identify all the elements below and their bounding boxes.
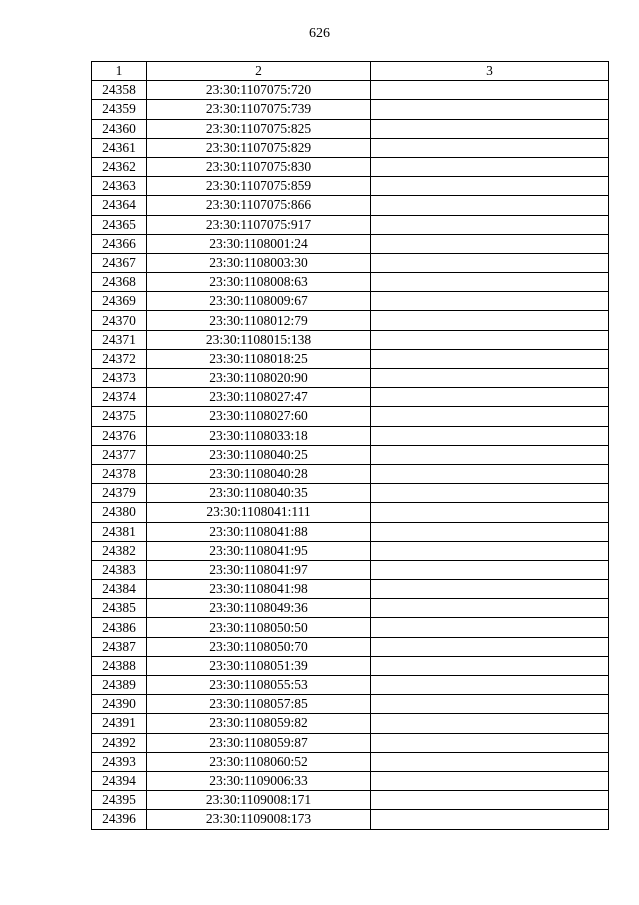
table-row [92,810,609,829]
cell-number: 24358 [92,81,147,100]
cell-number: 24393 [92,752,147,771]
cell-note [371,388,609,407]
cell-number: 24361 [92,138,147,157]
cell-cadastral-number: 23:30:1107075:739 [147,100,371,119]
cell-number: 24378 [92,464,147,483]
cell-cadastral-number: 23:30:1109006:33 [147,771,371,790]
cell-number: 24359 [92,100,147,119]
cell-note [371,292,609,311]
registry-table [91,61,609,830]
cell-note [371,676,609,695]
cell-note [371,81,609,100]
cell-note [371,215,609,234]
cell-note [371,311,609,330]
cell-cadastral-number: 23:30:1108020:90 [147,369,371,388]
cell-cadastral-number: 23:30:1108060:52 [147,752,371,771]
cell-number: 24369 [92,292,147,311]
cell-number: 24375 [92,407,147,426]
column-header-1: 1 [92,62,147,81]
cell-cadastral-number: 23:30:1108040:28 [147,464,371,483]
cell-cadastral-number: 23:30:1108050:50 [147,618,371,637]
column-header-3: 3 [371,62,609,81]
cell-cadastral-number: 23:30:1108001:24 [147,234,371,253]
table-row [92,273,609,292]
cell-note [371,177,609,196]
table-row [92,618,609,637]
table-row [92,752,609,771]
cell-number: 24380 [92,503,147,522]
cell-number: 24388 [92,656,147,675]
table-row [92,676,609,695]
cell-cadastral-number: 23:30:1107075:825 [147,119,371,138]
cell-number: 24395 [92,791,147,810]
cell-number: 24374 [92,388,147,407]
cell-note [371,464,609,483]
cell-number: 24360 [92,119,147,138]
table-row [92,349,609,368]
cell-cadastral-number: 23:30:1108049:36 [147,599,371,618]
cell-number: 24389 [92,676,147,695]
cell-cadastral-number: 23:30:1108003:30 [147,253,371,272]
cell-note [371,407,609,426]
table-row [92,234,609,253]
cell-note [371,426,609,445]
cell-number: 24368 [92,273,147,292]
table-row [92,580,609,599]
cell-note [371,273,609,292]
table-body [92,81,609,829]
table-row [92,407,609,426]
cell-number: 24396 [92,810,147,829]
cell-cadastral-number: 23:30:1108055:53 [147,676,371,695]
cell-note [371,196,609,215]
cell-cadastral-number: 23:30:1109008:171 [147,791,371,810]
cell-number: 24384 [92,580,147,599]
cell-number: 24371 [92,330,147,349]
table-row [92,771,609,790]
cell-cadastral-number: 23:30:1107075:866 [147,196,371,215]
cell-note [371,599,609,618]
cell-cadastral-number: 23:30:1108059:82 [147,714,371,733]
cell-number: 24379 [92,484,147,503]
table-row [92,714,609,733]
cell-number: 24387 [92,637,147,656]
cell-cadastral-number: 23:30:1108009:67 [147,292,371,311]
table-row [92,100,609,119]
cell-cadastral-number: 23:30:1108012:79 [147,311,371,330]
cell-number: 24376 [92,426,147,445]
cell-cadastral-number: 23:30:1108008:63 [147,273,371,292]
cell-number: 24377 [92,445,147,464]
cell-cadastral-number: 23:30:1108041:88 [147,522,371,541]
table-row [92,215,609,234]
cell-note [371,100,609,119]
cell-note [371,157,609,176]
cell-cadastral-number: 23:30:1107075:830 [147,157,371,176]
table-row [92,637,609,656]
cell-cadastral-number: 23:30:1108033:18 [147,426,371,445]
table-row [92,445,609,464]
cell-cadastral-number: 23:30:1109008:173 [147,810,371,829]
cell-cadastral-number: 23:30:1108057:85 [147,695,371,714]
cell-note [371,752,609,771]
cell-number: 24370 [92,311,147,330]
table-row [92,388,609,407]
cell-cadastral-number: 23:30:1107075:917 [147,215,371,234]
cell-number: 24373 [92,369,147,388]
cell-cadastral-number: 23:30:1108040:25 [147,445,371,464]
cell-number: 24367 [92,253,147,272]
cell-number: 24392 [92,733,147,752]
table-row [92,426,609,445]
column-header-2: 2 [147,62,371,81]
cell-cadastral-number: 23:30:1108041:98 [147,580,371,599]
cell-note [371,369,609,388]
cell-note [371,445,609,464]
table-row [92,119,609,138]
cell-note [371,349,609,368]
cell-cadastral-number: 23:30:1108040:35 [147,484,371,503]
table-row [92,656,609,675]
table-row [92,369,609,388]
cell-note [371,580,609,599]
cell-number: 24382 [92,541,147,560]
table-row [92,560,609,579]
cell-number: 24381 [92,522,147,541]
table-row [92,292,609,311]
cell-number: 24366 [92,234,147,253]
cell-cadastral-number: 23:30:1108050:70 [147,637,371,656]
cell-number: 24394 [92,771,147,790]
cell-number: 24383 [92,560,147,579]
cell-note [371,714,609,733]
cell-cadastral-number: 23:30:1108051:39 [147,656,371,675]
cell-note [371,771,609,790]
table-row [92,157,609,176]
cell-cadastral-number: 23:30:1107075:829 [147,138,371,157]
cell-number: 24363 [92,177,147,196]
cell-cadastral-number: 23:30:1108059:87 [147,733,371,752]
table-row [92,695,609,714]
cell-note [371,637,609,656]
cell-note [371,330,609,349]
cell-number: 24364 [92,196,147,215]
cell-cadastral-number: 23:30:1108015:138 [147,330,371,349]
cell-note [371,484,609,503]
cell-note [371,733,609,752]
cell-number: 24365 [92,215,147,234]
cell-number: 24385 [92,599,147,618]
table-row [92,464,609,483]
cell-number: 24372 [92,349,147,368]
cell-cadastral-number: 23:30:1108041:97 [147,560,371,579]
cell-number: 24386 [92,618,147,637]
cell-cadastral-number: 23:30:1108041:95 [147,541,371,560]
cell-cadastral-number: 23:30:1107075:720 [147,81,371,100]
cell-note [371,656,609,675]
cell-note [371,618,609,637]
cell-note [371,810,609,829]
table-row [92,484,609,503]
table-row [92,733,609,752]
cell-cadastral-number: 23:30:1107075:859 [147,177,371,196]
table-header [92,62,609,81]
table-row [92,177,609,196]
cell-number: 24390 [92,695,147,714]
table-row [92,253,609,272]
cell-note [371,119,609,138]
cell-note [371,253,609,272]
table-row [92,311,609,330]
table-row [92,522,609,541]
table-row [92,599,609,618]
cell-note [371,138,609,157]
cell-note [371,560,609,579]
header-row [92,62,609,81]
cell-note [371,541,609,560]
table-row [92,330,609,349]
cell-number: 24362 [92,157,147,176]
cell-cadastral-number: 23:30:1108041:111 [147,503,371,522]
cell-cadastral-number: 23:30:1108027:60 [147,407,371,426]
table-row [92,541,609,560]
table-row [92,81,609,100]
cell-note [371,503,609,522]
table-row [92,138,609,157]
table-row [92,791,609,810]
cell-cadastral-number: 23:30:1108018:25 [147,349,371,368]
cell-note [371,695,609,714]
page-number: 626 [309,26,330,41]
cell-note [371,791,609,810]
cell-cadastral-number: 23:30:1108027:47 [147,388,371,407]
cell-number: 24391 [92,714,147,733]
cell-note [371,522,609,541]
table-row [92,503,609,522]
cell-note [371,234,609,253]
table-row [92,196,609,215]
